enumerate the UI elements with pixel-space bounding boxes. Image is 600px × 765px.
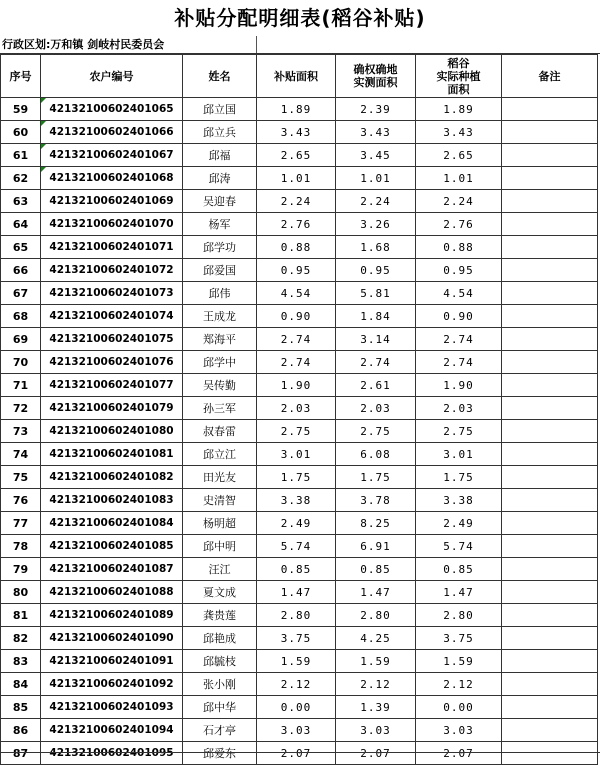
household-id-cell: 42132100602401074 [41,305,183,328]
remarks-cell [502,420,598,443]
confirmed-area-cell: 2.07 [336,742,416,765]
subsidy-area-cell: 1.01 [257,167,336,190]
household-id-cell: 42132100602401068 [41,167,183,190]
remarks-cell [502,627,598,650]
subsidy-area-cell: 3.03 [257,719,336,742]
remarks-cell [502,167,598,190]
name-cell: 邱中华 [183,696,257,719]
header-row [1,55,598,98]
seq-cell: 86 [1,719,41,742]
household-id-cell: 42132100602401082 [41,466,183,489]
header-confirmed-area: 确权确地 实测面积 [336,55,416,98]
household-id-cell: 42132100602401084 [41,512,183,535]
subsidy-area-cell: 2.12 [257,673,336,696]
household-id-cell: 42132100602401089 [41,604,183,627]
confirmed-area-cell: 6.91 [336,535,416,558]
seq-cell: 69 [1,328,41,351]
remarks-cell [502,696,598,719]
name-cell: 史清智 [183,489,257,512]
rice-area-cell: 1.75 [416,466,502,489]
rice-area-cell: 2.80 [416,604,502,627]
confirmed-area-cell: 2.12 [336,673,416,696]
confirmed-area-cell: 5.81 [336,282,416,305]
subsidy-area-cell: 0.95 [257,259,336,282]
household-id-cell: 42132100602401079 [41,397,183,420]
subsidy-area-cell: 1.90 [257,374,336,397]
subsidy-area-cell: 2.03 [257,397,336,420]
table-row [1,719,598,742]
name-cell: 吴传勤 [183,374,257,397]
confirmed-area-cell: 1.68 [336,236,416,259]
household-id-cell: 42132100602401065 [41,98,183,121]
table-row [1,144,598,167]
remarks-cell [502,581,598,604]
subsidy-area-cell: 2.49 [257,512,336,535]
table-row [1,420,598,443]
seq-cell: 83 [1,650,41,673]
subsidy-area-cell: 0.00 [257,696,336,719]
remarks-cell [502,282,598,305]
subsidy-area-cell: 2.74 [257,328,336,351]
subsidy-area-cell: 1.89 [257,98,336,121]
table-row [1,328,598,351]
name-cell: 邱艳成 [183,627,257,650]
rice-area-cell: 3.38 [416,489,502,512]
name-cell: 杨军 [183,213,257,236]
rice-area-cell: 2.65 [416,144,502,167]
seq-cell: 87 [1,742,41,765]
name-cell: 郑海平 [183,328,257,351]
seq-cell: 77 [1,512,41,535]
subsidy-area-cell: 3.38 [257,489,336,512]
confirmed-area-cell: 2.39 [336,98,416,121]
household-id-cell: 42132100602401080 [41,420,183,443]
household-id-cell: 42132100602401077 [41,374,183,397]
table-row [1,466,598,489]
table-row [1,604,598,627]
table-row [1,259,598,282]
seq-cell: 66 [1,259,41,282]
seq-cell: 61 [1,144,41,167]
subsidy-area-cell: 2.80 [257,604,336,627]
household-id-cell: 42132100602401093 [41,696,183,719]
rice-area-cell: 1.01 [416,167,502,190]
seq-cell: 73 [1,420,41,443]
remarks-cell [502,604,598,627]
seq-cell: 64 [1,213,41,236]
rice-area-cell: 1.59 [416,650,502,673]
confirmed-area-cell: 0.95 [336,259,416,282]
confirmed-area-cell: 3.43 [336,121,416,144]
name-cell: 王成龙 [183,305,257,328]
remarks-cell [502,328,598,351]
household-id-cell: 42132100602401067 [41,144,183,167]
header-name: 姓名 [183,55,257,98]
household-id-cell: 42132100602401088 [41,581,183,604]
district-label: 行政区划:万和镇 剑岐村民委员会 [2,38,165,51]
table-row [1,374,598,397]
seq-cell: 81 [1,604,41,627]
confirmed-area-cell: 1.84 [336,305,416,328]
household-id-cell: 42132100602401069 [41,190,183,213]
table-row [1,443,598,466]
seq-cell: 80 [1,581,41,604]
seq-cell: 65 [1,236,41,259]
household-id-cell: 42132100602401083 [41,489,183,512]
household-id-cell: 42132100602401091 [41,650,183,673]
table-row [1,650,598,673]
remarks-cell [502,190,598,213]
subsidy-area-cell: 1.47 [257,581,336,604]
table-row [1,236,598,259]
subsidy-area-cell: 1.75 [257,466,336,489]
rice-area-cell: 2.12 [416,673,502,696]
rice-area-cell: 0.88 [416,236,502,259]
table-row [1,581,598,604]
rice-area-cell: 2.24 [416,190,502,213]
rice-area-cell: 5.74 [416,535,502,558]
confirmed-area-cell: 1.75 [336,466,416,489]
subsidy-area-cell: 3.43 [257,121,336,144]
rice-area-cell: 0.00 [416,696,502,719]
subsidy-area-cell: 2.75 [257,420,336,443]
seq-cell: 67 [1,282,41,305]
remarks-cell [502,443,598,466]
subsidy-area-cell: 0.88 [257,236,336,259]
remarks-cell [502,144,598,167]
household-id-cell: 42132100602401072 [41,259,183,282]
seq-cell: 60 [1,121,41,144]
household-id-cell: 42132100602401075 [41,328,183,351]
seq-cell: 82 [1,627,41,650]
household-id-cell: 42132100602401066 [41,121,183,144]
confirmed-area-cell: 3.45 [336,144,416,167]
name-cell: 石才亭 [183,719,257,742]
header-rice-area: 稻谷 实际种植 面积 [416,55,502,98]
rice-area-cell: 2.76 [416,213,502,236]
name-cell: 夏文成 [183,581,257,604]
remarks-cell [502,535,598,558]
table-row [1,535,598,558]
rice-area-cell: 2.74 [416,328,502,351]
name-cell: 邱学中 [183,351,257,374]
confirmed-area-cell: 4.25 [336,627,416,650]
name-cell: 邱伟 [183,282,257,305]
table-row [1,121,598,144]
remarks-cell [502,466,598,489]
table-row [1,190,598,213]
page-title: 补贴分配明细表(稻谷补贴) [174,6,426,30]
table-row [1,98,598,121]
remarks-cell [502,558,598,581]
name-cell: 邱涛 [183,167,257,190]
name-cell: 邱立江 [183,443,257,466]
household-id-cell: 42132100602401076 [41,351,183,374]
remarks-cell [502,374,598,397]
seq-cell: 74 [1,443,41,466]
name-cell: 叔春雷 [183,420,257,443]
subsidy-area-cell: 3.75 [257,627,336,650]
rice-area-cell: 2.07 [416,742,502,765]
table-row [1,305,598,328]
table-row [1,213,598,236]
seq-cell: 62 [1,167,41,190]
remarks-cell [502,512,598,535]
name-cell: 汪江 [183,558,257,581]
table-row [1,282,598,305]
header-subsidy-area: 补贴面积 [257,55,336,98]
name-cell: 邱毓枝 [183,650,257,673]
header-seq: 序号 [1,55,41,98]
seq-cell: 70 [1,351,41,374]
confirmed-area-cell: 2.80 [336,604,416,627]
rice-area-cell: 2.03 [416,397,502,420]
seq-cell: 85 [1,696,41,719]
subsidy-area-cell: 2.65 [257,144,336,167]
name-cell: 邱中明 [183,535,257,558]
name-cell: 龚贵莲 [183,604,257,627]
name-cell: 邱学功 [183,236,257,259]
header-remarks: 备注 [502,55,598,98]
header-household-id: 农户编号 [41,55,183,98]
rice-area-cell: 3.03 [416,719,502,742]
rice-area-cell: 4.54 [416,282,502,305]
household-id-cell: 42132100602401071 [41,236,183,259]
name-cell: 杨明超 [183,512,257,535]
household-id-cell: 42132100602401087 [41,558,183,581]
divider [256,36,257,53]
name-cell: 邱立国 [183,98,257,121]
table-row [1,351,598,374]
confirmed-area-cell: 6.08 [336,443,416,466]
name-cell: 张小刚 [183,673,257,696]
seq-cell: 78 [1,535,41,558]
household-id-cell: 42132100602401092 [41,673,183,696]
seq-cell: 68 [1,305,41,328]
remarks-cell [502,351,598,374]
name-cell: 孙三军 [183,397,257,420]
confirmed-area-cell: 1.59 [336,650,416,673]
remarks-cell [502,489,598,512]
rice-area-cell: 2.74 [416,351,502,374]
confirmed-area-cell: 3.26 [336,213,416,236]
rice-area-cell: 0.85 [416,558,502,581]
subsidy-area-cell: 2.24 [257,190,336,213]
household-id-cell: 42132100602401085 [41,535,183,558]
confirmed-area-cell: 2.03 [336,397,416,420]
rice-area-cell: 2.49 [416,512,502,535]
seq-cell: 84 [1,673,41,696]
confirmed-area-cell: 2.24 [336,190,416,213]
household-id-cell: 42132100602401090 [41,627,183,650]
table-row [1,397,598,420]
subsidy-area-cell: 0.85 [257,558,336,581]
subsidy-area-cell: 3.01 [257,443,336,466]
remarks-cell [502,673,598,696]
confirmed-area-cell: 2.74 [336,351,416,374]
rice-area-cell: 3.01 [416,443,502,466]
rice-area-cell: 1.89 [416,98,502,121]
name-cell: 吴迎春 [183,190,257,213]
household-id-cell: 42132100602401094 [41,719,183,742]
rice-area-cell: 0.90 [416,305,502,328]
remarks-cell [502,213,598,236]
household-id-cell: 42132100602401070 [41,213,183,236]
remarks-cell [502,719,598,742]
name-cell: 邱立兵 [183,121,257,144]
subsidy-area-cell: 1.59 [257,650,336,673]
table-row [1,512,598,535]
rice-area-cell: 3.75 [416,627,502,650]
table-row [1,673,598,696]
remarks-cell [502,259,598,282]
subsidy-area-cell: 2.74 [257,351,336,374]
confirmed-area-cell: 3.14 [336,328,416,351]
seq-cell: 72 [1,397,41,420]
household-id-cell: 42132100602401073 [41,282,183,305]
table-row [1,167,598,190]
subsidy-area-cell: 0.90 [257,305,336,328]
remarks-cell [502,650,598,673]
seq-cell: 76 [1,489,41,512]
confirmed-area-cell: 8.25 [336,512,416,535]
subsidy-table [0,54,598,765]
remarks-cell [502,98,598,121]
remarks-cell [502,121,598,144]
seq-cell: 59 [1,98,41,121]
subsidy-area-cell: 2.76 [257,213,336,236]
rice-area-cell: 3.43 [416,121,502,144]
subsidy-area-cell: 5.74 [257,535,336,558]
seq-cell: 71 [1,374,41,397]
confirmed-area-cell: 2.75 [336,420,416,443]
name-cell: 邱福 [183,144,257,167]
confirmed-area-cell: 3.03 [336,719,416,742]
subsidy-area-cell: 4.54 [257,282,336,305]
household-id-cell: 42132100602401081 [41,443,183,466]
confirmed-area-cell: 3.78 [336,489,416,512]
confirmed-area-cell: 1.01 [336,167,416,190]
confirmed-area-cell: 0.85 [336,558,416,581]
confirmed-area-cell: 1.39 [336,696,416,719]
remarks-cell [502,236,598,259]
table-row [1,558,598,581]
remarks-cell [502,397,598,420]
confirmed-area-cell: 1.47 [336,581,416,604]
rice-area-cell: 1.47 [416,581,502,604]
household-id-cell: 42132100602401095 [41,742,183,765]
rice-area-cell: 0.95 [416,259,502,282]
seq-cell: 63 [1,190,41,213]
remarks-cell [502,305,598,328]
rice-area-cell: 1.90 [416,374,502,397]
name-cell: 邱爱东 [183,742,257,765]
table-row [1,627,598,650]
rice-area-cell: 2.75 [416,420,502,443]
table-row [1,696,598,719]
confirmed-area-cell: 2.61 [336,374,416,397]
table-row [1,489,598,512]
name-cell: 邱爱国 [183,259,257,282]
seq-cell: 75 [1,466,41,489]
subsidy-area-cell: 2.07 [257,742,336,765]
seq-cell: 79 [1,558,41,581]
name-cell: 田光友 [183,466,257,489]
